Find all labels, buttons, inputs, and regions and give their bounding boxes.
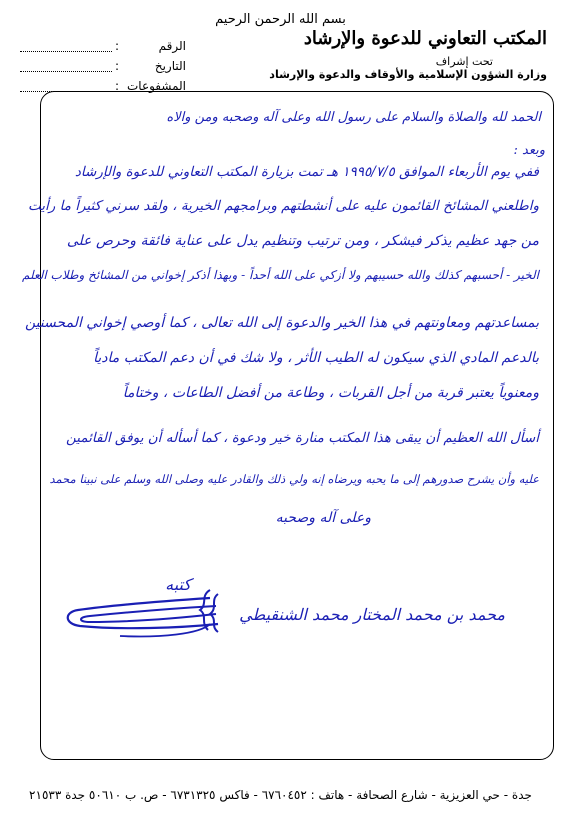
field-date-label: التاريخ <box>154 59 186 73</box>
letter-line: من جهد عظيم يذكر فيشكر ، ومن ترتيب وتنظيم يدل على عناية فائقة وحرص على <box>66 233 539 249</box>
letter-line: أسأل الله العظيم أن يبقى هذا المكتب منارة خير ودعوة ، كما أسأله أن يوفق القائمين <box>66 430 539 446</box>
field-attachments-label: المشفوعات <box>126 79 186 93</box>
letter-line: ومعنوياً يعتبر قربة من أجل القربات ، وطاعة من أفضل الطاعات ، وختاماً <box>122 385 539 401</box>
letter-line: الخير - أحسبهم كذلك والله حسيبهم ولا أزكي على الله أحداً - وبهذا أذكر إخواني من المشائخ وطلاب العلم <box>21 268 539 282</box>
letterhead-organization <box>269 28 547 81</box>
letter-line: واطلعني المشائخ القائمون عليه على أنشطتهم وبرامجهم الخيرية ، ولقد سرني كثيراً ما رأيت <box>28 198 539 214</box>
letter-line: وعلى آله وصحبه <box>275 510 371 526</box>
reference-fields <box>16 36 186 96</box>
ministry-name: وزارة الشؤون الإسلامية والأوقاف والدعوة والإرشاد <box>269 68 547 81</box>
basmala: بسم الله الرحمن الرحيم <box>215 12 346 27</box>
field-number-label: الرقم <box>158 39 186 53</box>
letter-line: ففي يوم الأربعاء الموافق ١٩٩٥/٧/٥ هـ تمت بزيارة المكتب التعاوني للدعوة والإرشاد <box>74 164 539 180</box>
letter-line: بمساعدتهم ومعاونتهم في هذا الخير والدعوة إلى الله تعالى ، كما أوصي إخواني المحسنين <box>24 315 539 331</box>
letter-line: عليه وأن يشرح صدورهم إلى ما يحبه ويرضاه إنه ولي ذلك والقادر عليه وصلى الله وسلم على نبينا محمد <box>49 472 539 486</box>
signatory-name: محمد بن محمد المختار محمد الشنقيطي <box>239 605 505 624</box>
letter-opening: الحمد لله والصلاة والسلام على رسول الله وعلى آله وصحبه ومن والاه <box>166 110 541 125</box>
organization-name: المكتب التعاوني للدعوة والإرشاد <box>303 28 547 49</box>
footer-address: جدة - حي العزيزية - شارع الصحافة - هاتف : ٦٧٦٠٤٥٢ - فاكس ٦٧٣١٣٢٥ - ص. ب ٥٠٦١٠ جدة ٢١٥٣٣ <box>29 788 532 802</box>
field-attachments: المشفوعات : <box>16 76 186 96</box>
letter-frame <box>40 91 554 760</box>
field-date-value <box>20 60 112 72</box>
field-number: الرقم : <box>16 36 186 56</box>
supervision-label: تحت إشراف <box>435 55 493 68</box>
field-number-value <box>20 40 112 52</box>
letter-line: بالدعم المادي الذي سيكون له الطيب الأثر ، ولا شك في أن دعم المكتب مادياً <box>93 350 539 366</box>
field-date: التاريخ : <box>16 56 186 76</box>
letter-closing: كتبه <box>165 575 191 594</box>
signature <box>60 560 240 640</box>
letter-salutation: وبعد : <box>513 143 545 158</box>
